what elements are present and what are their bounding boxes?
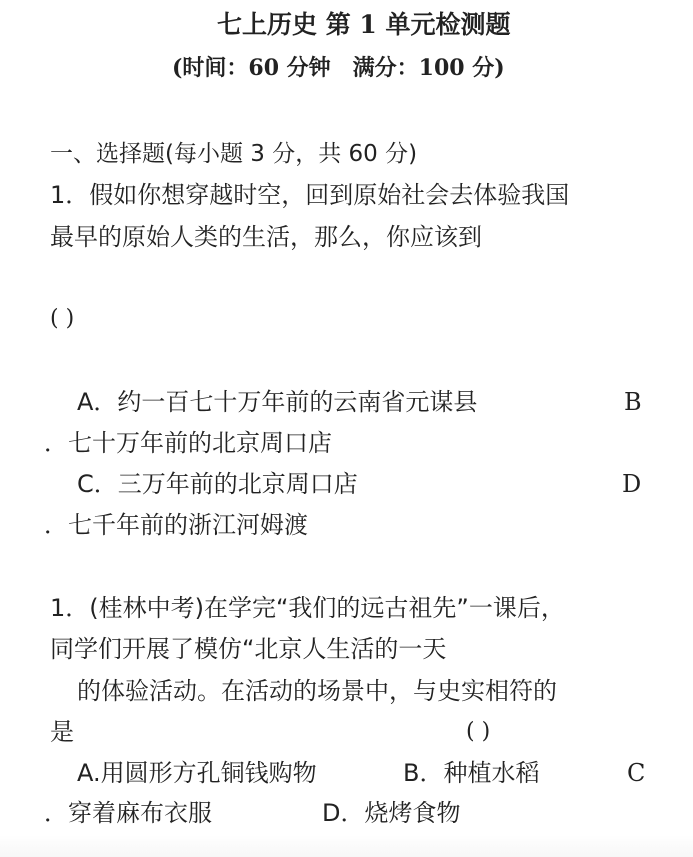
question-1-option-d-text: ．七千年前的浙江河姆渡 (44, 511, 308, 539)
question-1-option-c: C．三万年前的北京周口店 (77, 470, 358, 498)
question-2-option-d: D．烧烤食物 (322, 799, 461, 827)
question-2-option-b: B．种植水稻 (403, 759, 540, 787)
question-1-stem-line-1: 1．假如你想穿越时空，回到原始社会去体验我国 (50, 181, 570, 209)
question-1-option-d-letter: D (622, 470, 642, 498)
question-1-answer-blank: ( ) (50, 306, 75, 331)
question-2-option-c-text: ．穿着麻布衣服 (44, 799, 212, 827)
question-2-option-c-letter: C (627, 759, 646, 787)
question-2-answer-blank: ( ) (466, 719, 491, 744)
question-1-stem-line-2: 最早的原始人类的生活，那么，你应该到 (50, 223, 482, 251)
question-2-stem-line-2: 同学们开展了模仿“北京人生活的一天 (50, 635, 447, 663)
question-1-option-a: A．约一百七十万年前的云南省元谋县 (77, 388, 478, 416)
question-2-stem-line-4: 是 (50, 718, 74, 746)
question-2-stem-line-1: 1．(桂林中考)在学完“我们的远古祖先”一课后， (50, 594, 565, 622)
exam-time-score: (时间：60 分钟 满分：100 分) (172, 55, 505, 81)
page-title: 七上历史 第 1 单元检测题 (217, 10, 511, 39)
question-1-option-b-text: ．七十万年前的北京周口店 (44, 429, 332, 457)
question-1-option-b-letter: B (624, 388, 642, 416)
question-2-stem-line-3: 的体验活动。在活动的场景中，与史实相符的 (77, 677, 557, 705)
section-heading: 一、选择题(每小题 3 分，共 60 分) (50, 141, 418, 167)
question-2-option-a: A.用圆形方孔铜钱购物 (77, 759, 317, 787)
page-bottom-edge (0, 835, 693, 857)
